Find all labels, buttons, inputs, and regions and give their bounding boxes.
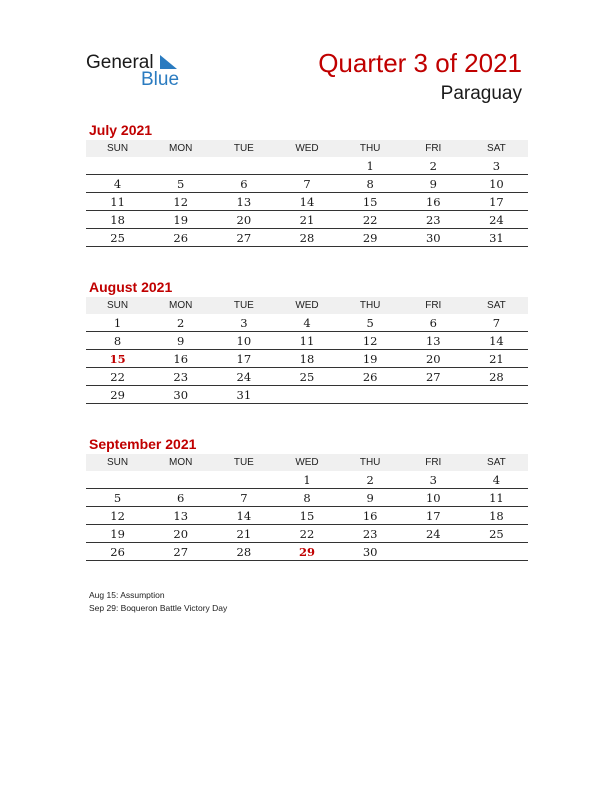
day-cell: 27 (425, 369, 441, 384)
holiday-notes (89, 589, 227, 615)
day-cell: 5 (113, 490, 122, 505)
day-cell: 17 (425, 508, 441, 523)
day-cell: 7 (303, 176, 311, 191)
day-cell: 25 (110, 230, 125, 245)
day-cell: 6 (429, 315, 437, 330)
day-cell: 19 (173, 212, 189, 227)
day-cell: 22 (362, 212, 378, 227)
weekday-header: SAT (487, 300, 506, 311)
day-cell: 18 (489, 508, 504, 523)
day-cell: 12 (362, 333, 378, 348)
weekday-header: SAT (487, 457, 506, 468)
day-cell: 23 (362, 526, 378, 541)
week-row (86, 543, 528, 561)
weekday-header: WED (295, 143, 319, 154)
weekday-header: FRI (425, 457, 442, 468)
day-cell: 14 (299, 194, 315, 209)
weekday-header: TUE (233, 300, 254, 311)
week-row (86, 471, 528, 489)
week-row (86, 507, 528, 525)
day-cell: 29 (362, 230, 378, 245)
day-cell: 26 (173, 230, 189, 245)
day-cell: 10 (425, 490, 441, 505)
weekday-header-row (86, 297, 528, 314)
page-title: Quarter 3 of 2021 (318, 48, 522, 78)
day-cell: 4 (492, 472, 501, 487)
day-cell: 8 (366, 176, 374, 191)
weekday-header: TUE (233, 457, 254, 468)
day-cell: 4 (113, 176, 122, 191)
logo-triangle-icon (158, 54, 178, 70)
weekday-header: THU (359, 457, 381, 468)
day-cell: 25 (299, 369, 315, 384)
weekday-header: MON (169, 300, 193, 311)
weekday-header-row (86, 140, 528, 157)
day-cell: 24 (236, 369, 252, 384)
week-row (86, 332, 528, 350)
day-cell: 9 (177, 333, 185, 348)
weekday-header: FRI (425, 143, 442, 154)
week-row (86, 350, 528, 368)
day-cell: 13 (425, 333, 441, 348)
day-cell: 28 (299, 230, 315, 245)
day-cell: 9 (429, 176, 437, 191)
month-july (86, 122, 528, 247)
day-cell: 6 (240, 176, 248, 191)
holiday-note: Aug 15: Assumption (89, 590, 165, 600)
weekday-header: FRI (425, 300, 442, 311)
weekday-header: SUN (107, 143, 129, 154)
day-cell: 27 (173, 544, 189, 559)
day-cell: 9 (366, 490, 374, 505)
week-row (86, 193, 528, 211)
day-cell: 14 (236, 508, 252, 523)
month-september (86, 436, 528, 561)
day-cell: 15 (299, 508, 315, 523)
weekday-header: MON (169, 457, 193, 468)
day-cell: 5 (177, 176, 185, 191)
brand-logo (86, 52, 196, 92)
day-cell: 28 (236, 544, 252, 559)
month-title: September 2021 (89, 436, 197, 452)
day-cell: 15 (362, 194, 378, 209)
holiday-day-cell: 15 (109, 351, 126, 366)
day-cell: 12 (110, 508, 125, 523)
weekday-header: TUE (233, 143, 254, 154)
holiday-day-cell: 29 (298, 544, 315, 559)
day-cell: 7 (240, 490, 248, 505)
day-cell: 2 (177, 315, 185, 330)
day-cell: 29 (110, 387, 125, 402)
weekday-header: THU (359, 300, 381, 311)
weekday-header: SUN (107, 457, 129, 468)
day-cell: 1 (303, 472, 311, 487)
day-cell: 23 (173, 369, 189, 384)
day-cell: 1 (113, 315, 122, 330)
day-cell: 3 (240, 315, 248, 330)
day-cell: 17 (489, 194, 504, 209)
day-cell: 8 (113, 333, 122, 348)
day-cell: 19 (110, 526, 125, 541)
day-cell: 30 (425, 230, 441, 245)
day-cell: 4 (303, 315, 311, 330)
day-cell: 13 (173, 508, 189, 523)
month-title: July 2021 (89, 122, 153, 138)
week-row (86, 368, 528, 386)
day-cell: 16 (425, 194, 441, 209)
day-cell: 11 (299, 333, 315, 348)
day-cell: 2 (429, 158, 437, 173)
weekday-header: THU (359, 143, 381, 154)
weekday-header: SAT (487, 143, 506, 154)
day-cell: 26 (110, 544, 125, 559)
day-cell: 31 (236, 387, 252, 402)
day-cell: 18 (110, 212, 125, 227)
day-cell: 30 (362, 544, 378, 559)
weekday-header: MON (169, 143, 193, 154)
month-title: August 2021 (89, 279, 173, 295)
day-cell: 21 (489, 351, 504, 366)
day-cell: 20 (425, 351, 441, 366)
day-cell: 7 (492, 315, 501, 330)
country-name: Paraguay (440, 83, 522, 104)
day-cell: 18 (299, 351, 315, 366)
day-cell: 12 (173, 194, 189, 209)
day-cell: 20 (173, 526, 189, 541)
day-cell: 23 (425, 212, 441, 227)
day-cell: 31 (489, 230, 504, 245)
day-cell: 1 (366, 158, 374, 173)
day-cell: 11 (110, 194, 125, 209)
logo-text-general: General (86, 52, 154, 73)
day-cell: 27 (236, 230, 252, 245)
day-cell: 3 (492, 158, 501, 173)
week-row (86, 314, 528, 332)
week-row (86, 157, 528, 175)
logo-text-blue: Blue (141, 69, 180, 90)
day-cell: 5 (366, 315, 374, 330)
day-cell: 19 (362, 351, 378, 366)
day-cell: 11 (489, 490, 504, 505)
day-cell: 22 (299, 526, 315, 541)
week-row (86, 175, 528, 193)
weekday-header: SUN (107, 300, 129, 311)
day-cell: 25 (489, 526, 504, 541)
day-cell: 16 (362, 508, 378, 523)
weekday-header-row (86, 454, 528, 471)
day-cell: 10 (236, 333, 252, 348)
week-row (86, 489, 528, 507)
day-cell: 6 (177, 490, 185, 505)
day-cell: 21 (236, 526, 252, 541)
day-cell: 24 (425, 526, 441, 541)
week-row (86, 229, 528, 247)
weekday-header: WED (295, 300, 319, 311)
day-cell: 2 (366, 472, 374, 487)
day-cell: 24 (489, 212, 504, 227)
day-cell: 28 (489, 369, 504, 384)
day-cell: 13 (236, 194, 252, 209)
day-cell: 26 (362, 369, 378, 384)
holiday-note: Sep 29: Boqueron Battle Victory Day (89, 603, 228, 613)
day-cell: 30 (173, 387, 189, 402)
week-row (86, 525, 528, 543)
week-row (86, 211, 528, 229)
month-august (86, 279, 528, 404)
day-cell: 8 (303, 490, 311, 505)
day-cell: 22 (110, 369, 125, 384)
day-cell: 20 (236, 212, 252, 227)
day-cell: 3 (429, 472, 437, 487)
week-row (86, 386, 528, 404)
day-cell: 10 (489, 176, 504, 191)
day-cell: 17 (236, 351, 252, 366)
day-cell: 21 (299, 212, 315, 227)
day-cell: 14 (489, 333, 504, 348)
day-cell: 16 (173, 351, 189, 366)
weekday-header: WED (295, 457, 319, 468)
